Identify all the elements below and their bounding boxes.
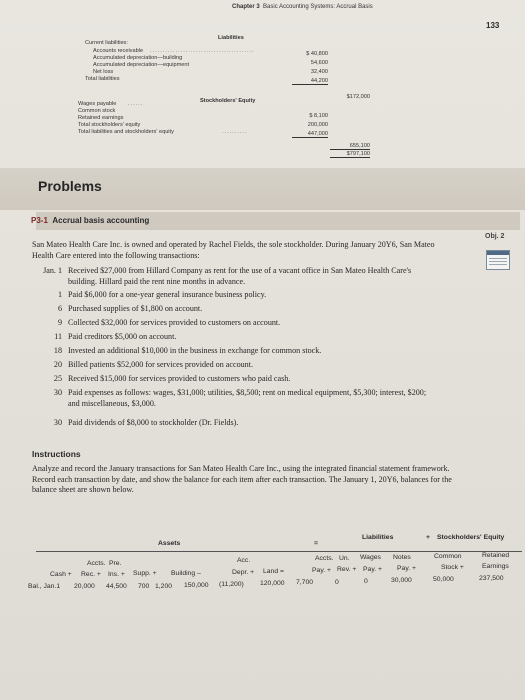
header-rule — [36, 551, 522, 552]
transaction-date: 11 — [54, 332, 62, 341]
transaction-row — [32, 266, 428, 287]
transaction-row — [32, 332, 428, 343]
transaction-text: Paid $6,000 for a one-year general insurance business policy. — [68, 290, 267, 299]
transaction-text: Collected $32,000 for services provided to customers on account. — [68, 318, 281, 327]
balance-cell: 7,700 — [296, 579, 314, 586]
chapter-label: Chapter 3 — [232, 4, 260, 10]
problems-title: Problems — [38, 178, 102, 194]
bs-line-value: 32,400 — [310, 69, 328, 75]
transaction-row — [32, 418, 428, 429]
balance-row-label: Bal., Jan.1 — [28, 583, 61, 590]
column-label: Stock + — [441, 564, 464, 571]
transaction-row — [32, 374, 428, 385]
column-label: Pay. + — [312, 567, 331, 574]
column-label: Rev. + — [337, 566, 357, 573]
problem-id: P3-1 — [31, 216, 48, 225]
balance-cell: 50,000 — [433, 576, 454, 583]
transaction-text: Invested an additional $10,000 in the business in exchange for common stock. — [68, 346, 322, 355]
bs-line-label: Accounts receivable — [93, 48, 144, 54]
balance-cell: 0 — [364, 578, 368, 585]
leader-dots: ......................................... — [150, 48, 255, 54]
column-label: Pay. + — [397, 565, 416, 572]
transaction-date: 1 — [57, 290, 62, 299]
transaction-date: 18 — [53, 346, 62, 355]
transaction-text: Paid expenses as follows: wages, $31,000; utilities, $8,500; rent on medical equipment, $5,300; interest, $200; and miscellaneous, $3,000. — [68, 388, 427, 408]
balance-cell: (11,200) — [219, 581, 244, 588]
total-le-value: $797,100 — [330, 151, 370, 158]
column-label-top: Retained — [482, 552, 510, 559]
transaction-date: 20 — [53, 360, 62, 369]
balance-cell: 44,500 — [106, 583, 127, 590]
column-label-top: Wages — [360, 554, 381, 561]
equity-header: Stockholders' Equity — [437, 534, 505, 541]
chapter-title: Basic Accounting Systems: Accrual Basis — [263, 4, 373, 10]
bs-line-value: $ 40,800 — [306, 51, 328, 57]
balance-cell: 1,200 — [155, 583, 173, 590]
column-label: Rec. + — [81, 571, 101, 578]
balance-cell: 237,500 — [479, 575, 504, 582]
total-equity-value: 655,100 — [330, 143, 370, 150]
balance-cell: 120,000 — [260, 580, 285, 587]
balance-cell: 30,000 — [391, 577, 412, 584]
transaction-date: Jan. 1 — [43, 266, 62, 275]
bs-line-label: Accumulated depreciation—equipment — [93, 62, 190, 68]
problem-heading — [31, 216, 149, 225]
equity-heading: Stockholders' Equity — [200, 98, 256, 104]
total-liabilities-label: Total liabilities — [85, 76, 120, 82]
transaction-date: 30 — [53, 388, 62, 397]
column-label-top: Un. — [339, 555, 350, 562]
column-label-top: Accts. — [315, 555, 334, 562]
objective-tag: Obj. 2 — [485, 233, 505, 240]
column-label: Ins. + — [108, 571, 125, 578]
transaction-row — [32, 388, 428, 409]
transaction-text: Received $15,000 for services provided to customers who paid cash. — [68, 374, 291, 383]
page-number: 133 — [486, 21, 500, 30]
column-label-top: Pre. — [109, 560, 122, 567]
instructions-text: Analyze and record the January transactions for San Mateo Health Care Inc., using the integrated financial statement framework. Record each transaction by date, and show the balance for each item after each transaction. The January 1, 20Y6, balances for the balance sheet are shown below. — [32, 464, 452, 495]
leader-dots: .......... — [222, 129, 248, 135]
liabilities-header: Liabilities — [362, 534, 394, 541]
transaction-row — [32, 290, 428, 301]
current-liabilities-label: Current liabilities: — [85, 40, 128, 46]
transaction-text: Received $27,000 from Hillard Company as rent for the use of a vacant office in San Mateo Health Care's building. Hillard paid the rent nine months in advance. — [68, 266, 412, 286]
bs-line-value: $ 8,100 — [309, 113, 328, 119]
bs-line-label: Net loss — [93, 69, 114, 75]
column-label: Depr. + — [232, 569, 255, 576]
balance-cell: 0 — [335, 579, 339, 586]
transaction-row — [32, 360, 428, 371]
spreadsheet-icon — [486, 250, 510, 270]
transaction-row — [32, 346, 428, 357]
column-label-top: Acc. — [237, 557, 251, 564]
column-label-top: Notes — [393, 554, 411, 561]
bs-line-label: Retained earnings — [78, 115, 124, 121]
column-label: Earnings — [482, 563, 509, 570]
total-liabilities-value: $172,000 — [346, 94, 370, 100]
column-label: Cash + — [50, 571, 72, 578]
bs-line-value: 447,000 — [292, 131, 328, 138]
bs-line-value: 44,200 — [292, 78, 328, 85]
balance-cell: 20,000 — [74, 583, 95, 590]
bs-line-value: 54,600 — [310, 60, 328, 66]
transaction-row — [32, 318, 428, 329]
running-header — [232, 4, 373, 10]
column-label: Land = — [263, 568, 284, 575]
transaction-date: 6 — [57, 304, 62, 313]
transaction-text: Purchased supplies of $1,800 on account. — [68, 304, 203, 313]
problem-title: Accrual basis accounting — [52, 216, 150, 225]
assets-header: Assets — [158, 540, 181, 547]
transaction-date: 9 — [57, 318, 62, 327]
column-label: Building – — [171, 570, 201, 577]
transaction-text: Paid dividends of $8,000 to stockholder (Dr. Fields). — [68, 418, 239, 427]
column-label: Pay. + — [363, 566, 382, 573]
problem-intro: San Mateo Health Care Inc. is owned and operated by Rachel Fields, the sole stockholder. During January 20Y6, San Mateo Health Care entered into the following transactions: — [32, 240, 435, 260]
column-label-top: Common — [434, 553, 462, 560]
equals-sign: = — [314, 540, 318, 547]
bs-line-label: Common stock — [78, 108, 116, 114]
balance-cell: 150,000 — [184, 582, 209, 589]
transaction-text: Paid creditors $5,000 on account. — [68, 332, 177, 341]
bs-line-label: Accumulated depreciation—building — [93, 55, 183, 61]
transaction-date: 25 — [53, 374, 62, 383]
transaction-text: Billed patients $52,000 for services provided on account. — [68, 360, 253, 369]
bs-line-label: Wages payable — [78, 101, 117, 107]
liabilities-heading: Liabilities — [218, 35, 244, 41]
total-le-label: Total liabilities and stockholders' equity — [78, 129, 174, 135]
instructions-heading: Instructions — [32, 449, 81, 459]
plus-sign: + — [426, 534, 430, 541]
column-label-top: Accts. — [87, 560, 106, 567]
transaction-date: 30 — [53, 418, 62, 427]
total-equity-label: Total stockholders' equity — [78, 122, 141, 128]
column-label: Supp. + — [133, 570, 157, 577]
leader-dots: ...... — [128, 101, 144, 107]
transaction-row — [32, 304, 428, 315]
balance-cell: 700 — [138, 583, 150, 590]
bs-line-value: 200,000 — [307, 122, 328, 128]
